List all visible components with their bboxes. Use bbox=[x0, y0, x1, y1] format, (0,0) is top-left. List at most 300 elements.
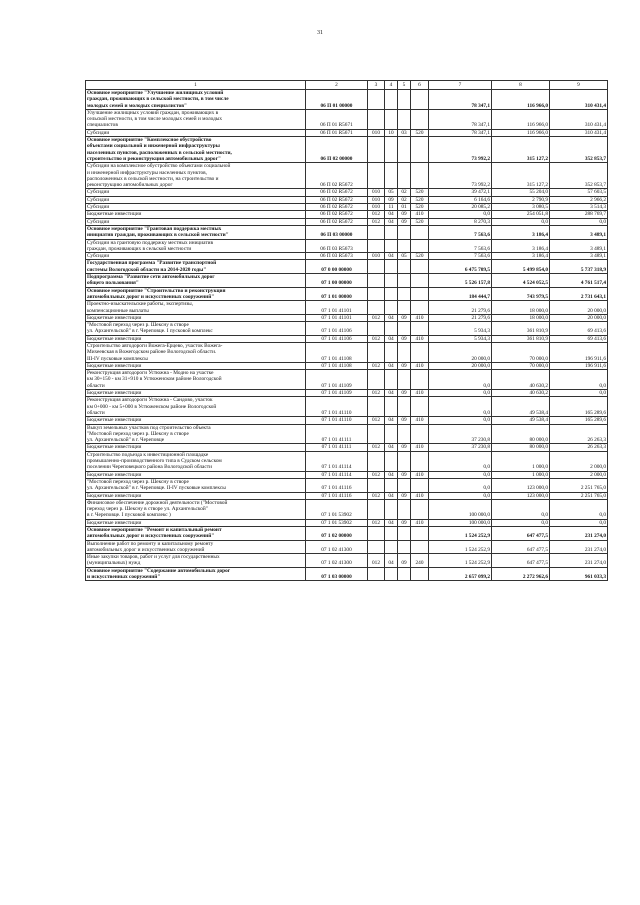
section-cell bbox=[385, 342, 398, 362]
amount-2019-cell: 116 966,0 bbox=[492, 129, 550, 136]
code-cell: 07 1 02 41300 bbox=[306, 540, 368, 554]
ministry-code-cell bbox=[368, 225, 385, 239]
code-cell: 06 П 02 R5672 bbox=[306, 204, 368, 211]
ministry-code-cell: 012 bbox=[368, 519, 385, 526]
row-name-cell: "Мостовой переход через р. Шексну в створе ул. Архангельской" в г. Череповце. I пусковой комплекс bbox=[86, 322, 306, 336]
table-row bbox=[86, 444, 608, 451]
code-cell: 07 1 01 00000 bbox=[306, 287, 368, 301]
header-row bbox=[86, 81, 608, 90]
section-cell bbox=[385, 225, 398, 239]
code-cell: 06 П 02 R5672 bbox=[306, 211, 368, 218]
ministry-code-cell bbox=[368, 301, 385, 315]
row-name-cell: Основное мероприятие "Содержание автомобильных дорог и искусственных сооружений" bbox=[86, 567, 306, 581]
section-cell bbox=[385, 260, 398, 274]
row-name-cell: Бюджетные инвестиции bbox=[86, 362, 306, 369]
code-cell: 06 П 02 R5672 bbox=[306, 218, 368, 225]
row-name-cell: Субсидии bbox=[86, 196, 306, 203]
amount-2018-cell: 78 347,1 bbox=[429, 129, 492, 136]
section-cell bbox=[385, 90, 398, 110]
subsection-cell bbox=[398, 370, 411, 390]
amount-2019-cell: 70 000,0 bbox=[492, 342, 550, 362]
row-name-cell: "Мостовой переход через р. Шексну в створе ул. Архангельской" в г. Череповце. II-IV пусковые комплексы bbox=[86, 478, 306, 492]
code-cell: 07 1 02 41300 bbox=[306, 554, 368, 568]
amount-2020-cell: 0,0 bbox=[550, 370, 608, 390]
page-number: 31 bbox=[317, 30, 323, 36]
amount-2020-cell: 352 853,7 bbox=[550, 137, 608, 163]
ministry-code-cell: 012 bbox=[368, 390, 385, 397]
subsection-cell bbox=[398, 109, 411, 129]
section-cell: 04 bbox=[385, 253, 398, 260]
amount-2019-cell: 3 080,5 bbox=[492, 204, 550, 211]
expense-type-cell: 520 bbox=[411, 189, 429, 196]
table-row bbox=[86, 471, 608, 478]
amount-2020-cell: 69 413,6 bbox=[550, 322, 608, 336]
row-name-cell: Основное мероприятие "Комплексное обустройство объектами социальной и инженерной инфраструктуры населенных пунктов, расположенных в сельской местности, строительство и реконструкция автомобильных дорог" bbox=[86, 137, 306, 163]
amount-2019-cell: 123 000,0 bbox=[492, 478, 550, 492]
amount-2018-cell: 39 472,1 bbox=[429, 189, 492, 196]
amount-2018-cell: 0,0 bbox=[429, 471, 492, 478]
code-cell: 06 П 02 R5672 bbox=[306, 196, 368, 203]
amount-2019-cell: 80 000,0 bbox=[492, 424, 550, 444]
section-cell bbox=[385, 451, 398, 471]
header-cell: 1 bbox=[86, 81, 306, 90]
subsection-cell: 02 bbox=[398, 189, 411, 196]
subsection-cell bbox=[398, 301, 411, 315]
amount-2018-cell: 6 164,6 bbox=[429, 196, 492, 203]
amount-2020-cell: 26 263,3 bbox=[550, 444, 608, 451]
amount-2018-cell: 73 992,2 bbox=[429, 163, 492, 189]
row-name-cell: Бюджетные инвестиции bbox=[86, 211, 306, 218]
code-cell: 07 1 01 41110 bbox=[306, 417, 368, 424]
subsection-cell: 09 bbox=[398, 492, 411, 499]
header-cell: 8 bbox=[492, 81, 550, 90]
section-cell: 09 bbox=[385, 196, 398, 203]
expense-type-cell bbox=[411, 301, 429, 315]
section-cell bbox=[385, 370, 398, 390]
row-name-cell: Основное мероприятие "Ремонт и капитальный ремонт автомобильных дорог и искусственных сооружений" bbox=[86, 527, 306, 541]
section-cell bbox=[385, 478, 398, 492]
amount-2019-cell: 0,0 bbox=[492, 519, 550, 526]
amount-2019-cell: 3 186,4 bbox=[492, 239, 550, 253]
table-row bbox=[86, 204, 608, 211]
code-cell: 06 П 01 00000 bbox=[306, 90, 368, 110]
code-cell: 07 1 01 41111 bbox=[306, 444, 368, 451]
table-row bbox=[86, 424, 608, 444]
expense-type-cell: 410 bbox=[411, 492, 429, 499]
amount-2020-cell: 231 274,0 bbox=[550, 527, 608, 541]
subsection-cell bbox=[398, 527, 411, 541]
amount-2019-cell: 743 979,5 bbox=[492, 287, 550, 301]
amount-2018-cell: 0,0 bbox=[429, 492, 492, 499]
amount-2018-cell: 7 563,6 bbox=[429, 253, 492, 260]
amount-2020-cell: 3 489,1 bbox=[550, 225, 608, 239]
subsection-cell: 02 bbox=[398, 196, 411, 203]
amount-2019-cell: 647 477,5 bbox=[492, 554, 550, 568]
amount-2020-cell: 231 274,0 bbox=[550, 554, 608, 568]
expense-type-cell: 410 bbox=[411, 444, 429, 451]
ministry-code-cell: 012 bbox=[368, 211, 385, 218]
row-name-cell: Субсидии на грантовую поддержку местных инициатив граждан, проживающих в сельской местности bbox=[86, 239, 306, 253]
amount-2018-cell: 37 230,8 bbox=[429, 444, 492, 451]
amount-2020-cell: 310 431,4 bbox=[550, 90, 608, 110]
table-row bbox=[86, 390, 608, 397]
code-cell: 07 1 01 41101 bbox=[306, 301, 368, 315]
header-cell: 9 bbox=[550, 81, 608, 90]
table-row bbox=[86, 211, 608, 218]
code-cell: 07 1 01 53902 bbox=[306, 499, 368, 519]
amount-2018-cell: 78 347,1 bbox=[429, 109, 492, 129]
ministry-code-cell: 012 bbox=[368, 471, 385, 478]
table-row bbox=[86, 253, 608, 260]
amount-2019-cell: 116 966,0 bbox=[492, 109, 550, 129]
code-cell: 07 1 01 41111 bbox=[306, 424, 368, 444]
amount-2019-cell: 5 499 854,0 bbox=[492, 260, 550, 274]
amount-2018-cell: 21 279,6 bbox=[429, 314, 492, 321]
expense-type-cell bbox=[411, 499, 429, 519]
amount-2020-cell: 5 737 318,9 bbox=[550, 260, 608, 274]
table-row bbox=[86, 314, 608, 321]
amount-2020-cell: 2 966,2 bbox=[550, 196, 608, 203]
amount-2019-cell: 80 000,0 bbox=[492, 444, 550, 451]
subsection-cell bbox=[398, 478, 411, 492]
section-cell bbox=[385, 163, 398, 189]
section-cell: 04 bbox=[385, 390, 398, 397]
subsection-cell bbox=[398, 225, 411, 239]
expense-type-cell: 410 bbox=[411, 211, 429, 218]
amount-2019-cell: 361 810,9 bbox=[492, 322, 550, 336]
ministry-code-cell bbox=[368, 451, 385, 471]
amount-2019-cell: 123 000,0 bbox=[492, 492, 550, 499]
subsection-cell bbox=[398, 322, 411, 336]
amount-2019-cell: 647 477,5 bbox=[492, 527, 550, 541]
ministry-code-cell: 010 bbox=[368, 253, 385, 260]
amount-2020-cell: 57 603,5 bbox=[550, 189, 608, 196]
amount-2020-cell: 196 911,6 bbox=[550, 362, 608, 369]
expense-type-cell: 410 bbox=[411, 314, 429, 321]
ministry-code-cell bbox=[368, 90, 385, 110]
expense-type-cell bbox=[411, 239, 429, 253]
amount-2018-cell: 0,0 bbox=[429, 478, 492, 492]
header-cell: 6 bbox=[411, 81, 429, 90]
expense-type-cell bbox=[411, 567, 429, 581]
expense-type-cell bbox=[411, 322, 429, 336]
expense-type-cell bbox=[411, 163, 429, 189]
row-name-cell: Подпрограмма "Развитие сети автомобильных дорог общего пользования" bbox=[86, 274, 306, 288]
code-cell: 07 0 00 00000 bbox=[306, 260, 368, 274]
section-cell bbox=[385, 567, 398, 581]
ministry-code-cell bbox=[368, 370, 385, 390]
amount-2019-cell: 18 000,0 bbox=[492, 301, 550, 315]
amount-2019-cell: 1 000,0 bbox=[492, 471, 550, 478]
ministry-code-cell: 012 bbox=[368, 444, 385, 451]
ministry-code-cell: 010 bbox=[368, 204, 385, 211]
amount-2020-cell: 352 853,7 bbox=[550, 163, 608, 189]
amount-2018-cell: 8 270,3 bbox=[429, 218, 492, 225]
subsection-cell bbox=[398, 567, 411, 581]
section-cell: 04 bbox=[385, 211, 398, 218]
expense-type-cell bbox=[411, 274, 429, 288]
ministry-code-cell bbox=[368, 527, 385, 541]
subsection-cell: 09 bbox=[398, 335, 411, 342]
expense-type-cell: 410 bbox=[411, 390, 429, 397]
section-cell: 11 bbox=[385, 204, 398, 211]
table-row bbox=[86, 499, 608, 519]
amount-2020-cell: 3 489,1 bbox=[550, 253, 608, 260]
subsection-cell bbox=[398, 90, 411, 110]
code-cell: 07 1 01 41108 bbox=[306, 342, 368, 362]
code-cell: 06 П 02 00000 bbox=[306, 137, 368, 163]
expense-type-cell: 520 bbox=[411, 253, 429, 260]
amount-2019-cell: 315 127,2 bbox=[492, 137, 550, 163]
expense-type-cell: 410 bbox=[411, 519, 429, 526]
row-name-cell: Субсидии bbox=[86, 253, 306, 260]
row-name-cell: Иные закупки товаров, работ и услуг для государственных (муниципальных) нужд bbox=[86, 554, 306, 568]
header-cell: 3 bbox=[368, 81, 385, 90]
section-cell bbox=[385, 527, 398, 541]
ministry-code-cell bbox=[368, 499, 385, 519]
table-row bbox=[86, 163, 608, 189]
amount-2018-cell: 5 526 157,8 bbox=[429, 274, 492, 288]
header-cell: 5 bbox=[398, 81, 411, 90]
amount-2018-cell: 78 347,1 bbox=[429, 90, 492, 110]
row-name-cell: Финансовое обеспечение дорожной деятельности ("Мостовой переход через р. Шексну в створе ул. Архангельской" в г. Череповце. I пусковой комплекс ) bbox=[86, 499, 306, 519]
section-cell bbox=[385, 109, 398, 129]
ministry-code-cell bbox=[368, 342, 385, 362]
code-cell: 07 1 01 41114 bbox=[306, 451, 368, 471]
table-row bbox=[86, 335, 608, 342]
amount-2019-cell: 49 538,4 bbox=[492, 417, 550, 424]
ministry-code-cell bbox=[368, 322, 385, 336]
amount-2018-cell: 100 000,0 bbox=[429, 519, 492, 526]
amount-2019-cell: 116 966,0 bbox=[492, 90, 550, 110]
amount-2018-cell: 20 000,0 bbox=[429, 362, 492, 369]
subsection-cell bbox=[398, 137, 411, 163]
amount-2018-cell: 20 085,2 bbox=[429, 204, 492, 211]
expense-type-cell bbox=[411, 225, 429, 239]
expense-type-cell bbox=[411, 370, 429, 390]
table-row bbox=[86, 260, 608, 274]
subsection-cell: 01 bbox=[398, 204, 411, 211]
amount-2020-cell: 0,0 bbox=[550, 390, 608, 397]
code-cell: 07 1 02 00000 bbox=[306, 527, 368, 541]
section-cell bbox=[385, 137, 398, 163]
ministry-code-cell bbox=[368, 567, 385, 581]
expense-type-cell bbox=[411, 90, 429, 110]
amount-2018-cell: 0,0 bbox=[429, 417, 492, 424]
amount-2020-cell: 196 911,6 bbox=[550, 342, 608, 362]
section-cell: 04 bbox=[385, 335, 398, 342]
table-row bbox=[86, 492, 608, 499]
row-name-cell: Основное мероприятие "Грантовая поддержка местных инициатив граждан, проживающих в сельской местности" bbox=[86, 225, 306, 239]
budget-table bbox=[85, 80, 608, 581]
section-cell: 05 bbox=[385, 189, 398, 196]
row-name-cell: Субсидии bbox=[86, 129, 306, 136]
ministry-code-cell: 012 bbox=[368, 492, 385, 499]
row-name-cell: Проектно-изыскательские работы, экспертизы, компенсационные выплаты bbox=[86, 301, 306, 315]
subsection-cell bbox=[398, 397, 411, 417]
amount-2019-cell: 2 272 962,6 bbox=[492, 567, 550, 581]
subsection-cell bbox=[398, 287, 411, 301]
subsection-cell: 05 bbox=[398, 253, 411, 260]
section-cell bbox=[385, 397, 398, 417]
subsection-cell bbox=[398, 424, 411, 444]
amount-2020-cell: 165 289,6 bbox=[550, 397, 608, 417]
ministry-code-cell bbox=[368, 274, 385, 288]
subsection-cell: 09 bbox=[398, 554, 411, 568]
amount-2018-cell: 2 657 099,2 bbox=[429, 567, 492, 581]
code-cell: 06 П 02 R5672 bbox=[306, 163, 368, 189]
amount-2018-cell: 1 524 252,9 bbox=[429, 527, 492, 541]
section-cell: 04 bbox=[385, 444, 398, 451]
amount-2019-cell: 40 630,2 bbox=[492, 390, 550, 397]
subsection-cell: 09 bbox=[398, 417, 411, 424]
header-cell: 2 bbox=[306, 81, 368, 90]
code-cell: 06 П 02 R5672 bbox=[306, 189, 368, 196]
row-name-cell: Бюджетные инвестиции bbox=[86, 417, 306, 424]
amount-2020-cell: 2 000,0 bbox=[550, 451, 608, 471]
amount-2020-cell: 2 251 765,0 bbox=[550, 478, 608, 492]
row-name-cell: Строительство подъезда к инвестиционной площадке промышленно-производственного типа в Судском сельском поселении Череповецкого района Вологодской области bbox=[86, 451, 306, 471]
expense-type-cell bbox=[411, 540, 429, 554]
section-cell: 04 bbox=[385, 519, 398, 526]
amount-2020-cell: 2 731 643,1 bbox=[550, 287, 608, 301]
expense-type-cell bbox=[411, 260, 429, 274]
table-row bbox=[86, 189, 608, 196]
amount-2019-cell: 647 477,5 bbox=[492, 540, 550, 554]
subsection-cell: 09 bbox=[398, 444, 411, 451]
section-cell: 04 bbox=[385, 314, 398, 321]
section-cell bbox=[385, 287, 398, 301]
amount-2018-cell: 7 563,6 bbox=[429, 225, 492, 239]
table-body bbox=[86, 90, 608, 581]
ministry-code-cell: 010 bbox=[368, 196, 385, 203]
row-name-cell: Реконструкция автодороги Устюжна - Модно на участке км 30+150 - км 31+910 в Устюженском районе Вологодской области bbox=[86, 370, 306, 390]
row-name-cell: Субсидии bbox=[86, 218, 306, 225]
expense-type-cell bbox=[411, 451, 429, 471]
amount-2019-cell: 55 204,0 bbox=[492, 189, 550, 196]
row-name-cell: Основное мероприятие "Строительство и реконструкция автомобильных дорог и искусственных сооружений" bbox=[86, 287, 306, 301]
ministry-code-cell bbox=[368, 397, 385, 417]
code-cell: 07 1 01 53902 bbox=[306, 519, 368, 526]
code-cell: 07 1 01 41101 bbox=[306, 314, 368, 321]
subsection-cell: 09 bbox=[398, 519, 411, 526]
expense-type-cell: 240 bbox=[411, 554, 429, 568]
ministry-code-cell bbox=[368, 260, 385, 274]
table-row bbox=[86, 274, 608, 288]
ministry-code-cell bbox=[368, 163, 385, 189]
code-cell: 07 1 01 41109 bbox=[306, 370, 368, 390]
ministry-code-cell: 012 bbox=[368, 362, 385, 369]
amount-2020-cell: 165 289,6 bbox=[550, 417, 608, 424]
amount-2018-cell: 0,0 bbox=[429, 370, 492, 390]
row-name-cell: Бюджетные инвестиции bbox=[86, 444, 306, 451]
subsection-cell bbox=[398, 451, 411, 471]
code-cell: 06 П 01 R5671 bbox=[306, 109, 368, 129]
ministry-code-cell: 012 bbox=[368, 417, 385, 424]
expense-type-cell: 520 bbox=[411, 204, 429, 211]
amount-2018-cell: 1 524 252,9 bbox=[429, 540, 492, 554]
subsection-cell bbox=[398, 499, 411, 519]
amount-2018-cell: 20 000,0 bbox=[429, 342, 492, 362]
amount-2018-cell: 100 000,0 bbox=[429, 499, 492, 519]
amount-2019-cell: 0,0 bbox=[492, 499, 550, 519]
table-row bbox=[86, 218, 608, 225]
amount-2020-cell: 310 431,4 bbox=[550, 129, 608, 136]
amount-2019-cell: 2 790,9 bbox=[492, 196, 550, 203]
subsection-cell: 09 bbox=[398, 218, 411, 225]
row-name-cell: Бюджетные инвестиции bbox=[86, 390, 306, 397]
code-cell: 07 1 01 41109 bbox=[306, 390, 368, 397]
row-name-cell: Реконструкция автодороги Устюжна - Сандово, участок км 0+000 - км 5+000 в Устюженском районе Вологодской области bbox=[86, 397, 306, 417]
section-cell bbox=[385, 540, 398, 554]
amount-2019-cell: 4 524 052,5 bbox=[492, 274, 550, 288]
amount-2019-cell: 0,0 bbox=[492, 218, 550, 225]
subsection-cell: 03 bbox=[398, 129, 411, 136]
ministry-code-cell bbox=[368, 424, 385, 444]
subsection-cell bbox=[398, 163, 411, 189]
row-name-cell: Бюджетные инвестиции bbox=[86, 519, 306, 526]
amount-2020-cell: 3 489,1 bbox=[550, 239, 608, 253]
ministry-code-cell: 012 bbox=[368, 218, 385, 225]
table-row bbox=[86, 109, 608, 129]
section-cell: 04 bbox=[385, 554, 398, 568]
table-row bbox=[86, 225, 608, 239]
code-cell: 07 1 01 41110 bbox=[306, 397, 368, 417]
code-cell: 07 1 01 41116 bbox=[306, 492, 368, 499]
row-name-cell: Выкуп земельных участков под строительство объекта "Мостовой переход через р. Шексну в створе ул. Архангельской" в г. Череповце bbox=[86, 424, 306, 444]
amount-2018-cell: 0,0 bbox=[429, 397, 492, 417]
table-row bbox=[86, 540, 608, 554]
amount-2018-cell: 184 444,7 bbox=[429, 287, 492, 301]
amount-2020-cell: 0,0 bbox=[550, 499, 608, 519]
section-cell bbox=[385, 322, 398, 336]
subsection-cell bbox=[398, 239, 411, 253]
table-row bbox=[86, 342, 608, 362]
amount-2018-cell: 0,0 bbox=[429, 211, 492, 218]
amount-2020-cell: 231 274,0 bbox=[550, 540, 608, 554]
amount-2019-cell: 70 000,0 bbox=[492, 362, 550, 369]
subsection-cell bbox=[398, 260, 411, 274]
expense-type-cell: 410 bbox=[411, 471, 429, 478]
amount-2020-cell: 69 413,6 bbox=[550, 335, 608, 342]
row-name-cell: Основное мероприятие "Улучшение жилищных условий граждан, проживающих в сельской местности, в том числе молодых семей и молодых специалистов" bbox=[86, 90, 306, 110]
code-cell: 06 П 03 00000 bbox=[306, 225, 368, 239]
section-cell bbox=[385, 424, 398, 444]
table-row bbox=[86, 239, 608, 253]
ministry-code-cell: 012 bbox=[368, 335, 385, 342]
amount-2018-cell: 7 563,6 bbox=[429, 239, 492, 253]
subsection-cell bbox=[398, 274, 411, 288]
expense-type-cell bbox=[411, 527, 429, 541]
amount-2019-cell: 254 051,8 bbox=[492, 211, 550, 218]
row-name-cell: Субсидии bbox=[86, 204, 306, 211]
subsection-cell: 09 bbox=[398, 362, 411, 369]
amount-2018-cell: 5 934,3 bbox=[429, 322, 492, 336]
table-row bbox=[86, 362, 608, 369]
section-cell: 04 bbox=[385, 471, 398, 478]
expense-type-cell bbox=[411, 424, 429, 444]
row-name-cell: Государственная программа "Развитие транспортной системы Вологодской области на 2014-2020 годы" bbox=[86, 260, 306, 274]
amount-2020-cell: 3 514,3 bbox=[550, 204, 608, 211]
table-row bbox=[86, 567, 608, 581]
row-name-cell: Бюджетные инвестиции bbox=[86, 471, 306, 478]
code-cell: 06 П 03 R5673 bbox=[306, 253, 368, 260]
code-cell: 07 1 03 00000 bbox=[306, 567, 368, 581]
amount-2020-cell: 4 761 517,4 bbox=[550, 274, 608, 288]
section-cell: 10 bbox=[385, 129, 398, 136]
table-row bbox=[86, 417, 608, 424]
subsection-cell bbox=[398, 540, 411, 554]
